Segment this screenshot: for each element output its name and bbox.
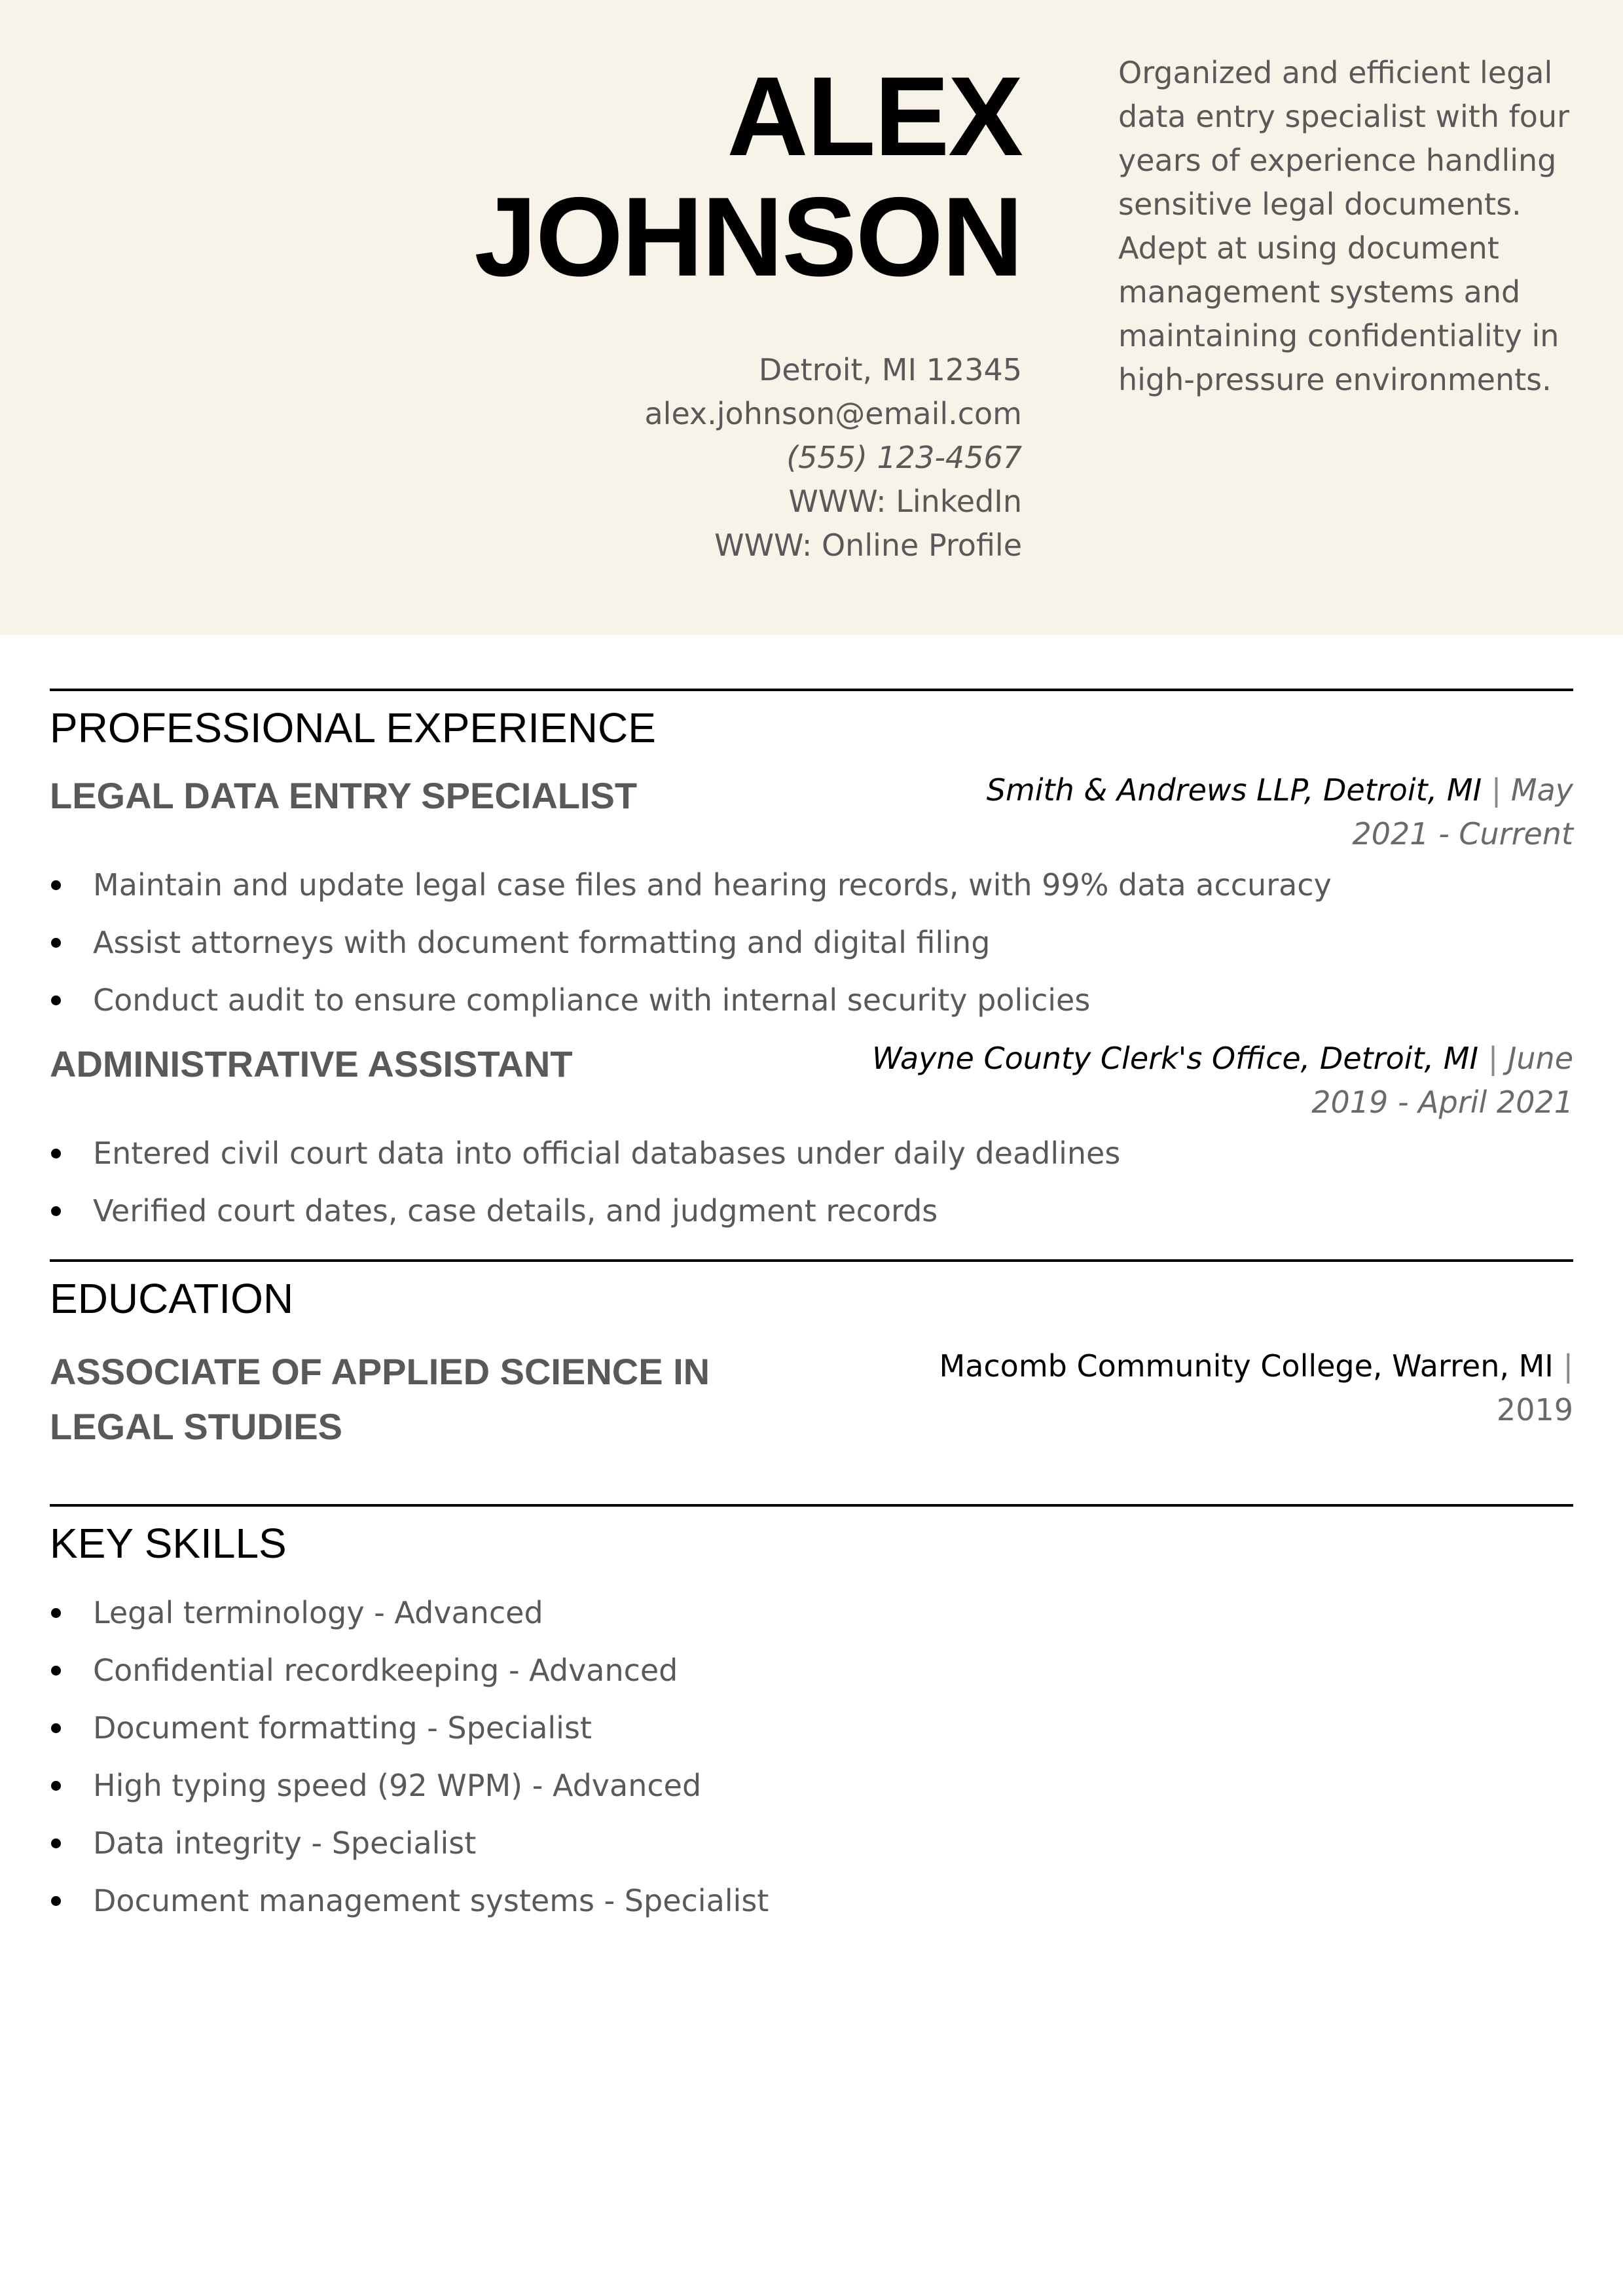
job-meta	[932, 768, 1573, 856]
education-meta	[853, 1344, 1573, 1432]
list-item: Conduct audit to ensure compliance with internal security policies	[50, 971, 1573, 1029]
job-entry	[50, 1037, 1573, 1240]
section-divider	[50, 1259, 1573, 1262]
list-item: Assist attorneys with document formatting and digital filing	[50, 914, 1573, 971]
contact-phone: (555) 123-4567	[786, 440, 1022, 475]
job-dates: June 2019 - April 2021	[1311, 1041, 1573, 1120]
list-item: Verified court dates, case details, and judgment records	[50, 1182, 1573, 1240]
header-band	[0, 0, 1623, 635]
skills-list	[50, 1584, 1573, 1929]
contact-location: Detroit, MI 12345	[758, 352, 1022, 387]
job-title: LEGAL DATA ENTRY SPECIALIST	[50, 775, 638, 816]
list-item: Data integrity - Specialist	[50, 1814, 1573, 1872]
professional-summary: Organized and efficient legal data entry specialist with four years of experience handling sensitive legal documents. Adept at using document management systems and maintaining confidentiality in high-pressure environments.	[1118, 55, 1570, 397]
section-title-education: EDUCATION	[50, 1275, 294, 1322]
job-bullets	[50, 856, 1573, 1029]
job-meta	[853, 1037, 1573, 1124]
job-dates: May 2021 - Current	[1352, 772, 1573, 852]
meta-separator: |	[1487, 1041, 1508, 1076]
job-company: Wayne County Clerk's Office, Detroit, MI	[872, 1041, 1479, 1076]
list-item: Document management systems - Specialist	[50, 1872, 1573, 1929]
contact-profile-link[interactable]: WWW: Online Profile	[714, 528, 1022, 563]
degree-title: ASSOCIATE OF APPLIED SCIENCE IN LEGAL STUDIES	[50, 1351, 710, 1447]
last-name: JOHNSON	[474, 174, 1022, 300]
section-title-skills: KEY SKILLS	[50, 1520, 287, 1567]
first-name: ALEX	[727, 54, 1022, 179]
meta-separator: |	[1491, 772, 1511, 808]
meta-separator: |	[1563, 1348, 1573, 1384]
contact-info	[433, 348, 1022, 567]
list-item: High typing speed (92 WPM) - Advanced	[50, 1757, 1573, 1814]
candidate-name	[433, 54, 1022, 300]
section-divider	[50, 1504, 1573, 1507]
section-divider	[50, 689, 1573, 691]
list-item: Entered civil court data into official databases under daily deadlines	[50, 1124, 1573, 1182]
contact-linkedin-link[interactable]: WWW: LinkedIn	[788, 484, 1022, 519]
education-entry	[50, 1344, 1573, 1454]
school-name: Macomb Community College, Warren, MI	[939, 1348, 1554, 1384]
job-company: Smith & Andrews LLP, Detroit, MI	[986, 772, 1482, 808]
resume-body	[50, 689, 1573, 1929]
skills-section	[50, 1504, 1573, 1929]
section-title-experience: PROFESSIONAL EXPERIENCE	[50, 704, 656, 751]
education-section	[50, 1259, 1573, 1454]
list-item: Legal terminology - Advanced	[50, 1584, 1573, 1641]
list-item: Maintain and update legal case files and hearing records, with 99% data accuracy	[50, 856, 1573, 914]
contact-email[interactable]: alex.johnson@email.com	[644, 396, 1022, 431]
experience-section	[50, 689, 1573, 1240]
job-bullets	[50, 1124, 1573, 1240]
graduation-year: 2019	[1496, 1392, 1573, 1427]
job-entry	[50, 768, 1573, 1029]
list-item: Document formatting - Specialist	[50, 1699, 1573, 1757]
job-title: ADMINISTRATIVE ASSISTANT	[50, 1043, 573, 1085]
list-item: Confidential recordkeeping - Advanced	[50, 1641, 1573, 1699]
